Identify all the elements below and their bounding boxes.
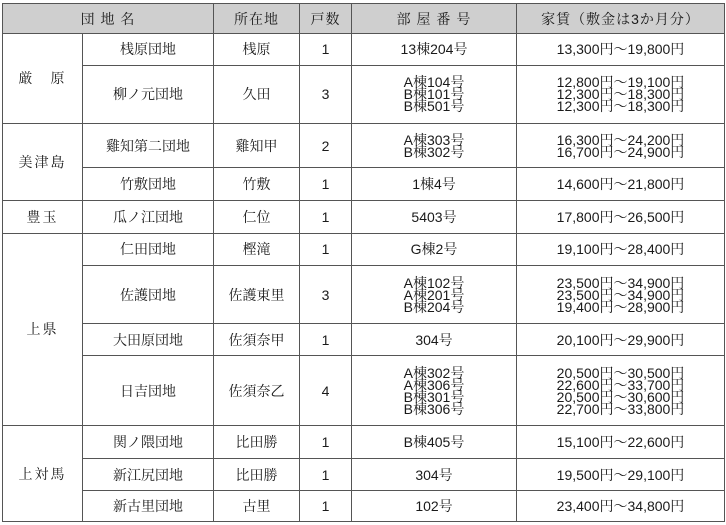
room-number: A棟303号 (403, 131, 465, 148)
region-cell: 上対馬 (3, 426, 83, 522)
rent-range: 20,100円～29,900円 (556, 331, 685, 348)
header-location: 所在地 (214, 4, 300, 34)
rent-range: 12,300円～18,300円 (556, 98, 685, 115)
location-cell: 雞知甲 (214, 123, 300, 168)
table-row (3, 355, 725, 425)
rent-cell (517, 123, 725, 168)
rent-cell (517, 233, 725, 266)
room-number: 304号 (415, 466, 453, 483)
estate-name-cell: 桟原団地 (83, 34, 214, 66)
room-number-cell (352, 266, 517, 324)
units-cell: 1 (300, 458, 352, 491)
header-rent: 家賃（敷金は3か月分） (517, 4, 725, 34)
housing-table (2, 3, 725, 522)
room-number: 13棟204号 (400, 41, 468, 58)
estate-name-cell: 佐護団地 (83, 266, 214, 324)
location-cell: 桟原 (214, 34, 300, 66)
header-row (3, 4, 725, 34)
room-number-cell (352, 426, 517, 459)
rent-range: 23,500円～34,900円 (556, 286, 685, 303)
room-number: A棟104号 (403, 74, 465, 91)
room-number: A棟102号 (403, 274, 465, 291)
estate-name-cell: 雞知第二団地 (83, 123, 214, 168)
room-number: B棟501号 (403, 98, 465, 115)
location-cell: 古里 (214, 491, 300, 522)
room-number-cell (352, 233, 517, 266)
estate-name-cell: 瓜ノ江団地 (83, 201, 214, 234)
rent-range: 20,500円～30,600円 (556, 388, 685, 405)
units-cell: 1 (300, 168, 352, 201)
rent-range: 17,800円～26,500円 (556, 208, 685, 225)
location-cell: 仁位 (214, 201, 300, 234)
room-number: 5403号 (411, 208, 457, 225)
location-cell: 佐須奈甲 (214, 324, 300, 356)
units-cell: 1 (300, 34, 352, 66)
location-cell: 久田 (214, 65, 300, 123)
room-number-cell (352, 201, 517, 234)
room-number: B棟204号 (403, 298, 465, 315)
rent-range: 22,600円～33,700円 (556, 376, 685, 393)
table-row (3, 201, 725, 234)
location-cell: 佐須奈乙 (214, 355, 300, 425)
table-row (3, 458, 725, 491)
room-number: 1棟4号 (412, 176, 456, 193)
estate-name-cell: 柳ノ元団地 (83, 65, 214, 123)
rent-cell (517, 458, 725, 491)
room-number-cell (352, 355, 517, 425)
rent-range: 19,400円～28,900円 (556, 298, 685, 315)
rent-range: 19,500円～29,100円 (556, 466, 685, 483)
room-number: 304号 (415, 331, 453, 348)
estate-name-cell: 日吉団地 (83, 355, 214, 425)
rent-range: 23,500円～34,900円 (556, 274, 685, 291)
room-number: A棟306号 (403, 376, 465, 393)
table-row (3, 34, 725, 66)
table-row (3, 324, 725, 356)
room-number: B棟306号 (403, 400, 465, 417)
units-cell: 4 (300, 355, 352, 425)
header-units: 戸数 (300, 4, 352, 34)
rent-range: 19,100円～28,400円 (556, 241, 685, 258)
rent-cell (517, 34, 725, 66)
rent-range: 20,500円～30,500円 (556, 364, 685, 381)
units-cell: 1 (300, 324, 352, 356)
rent-range: 12,800円～19,100円 (556, 74, 685, 91)
room-number: B棟301号 (403, 388, 465, 405)
header-rooms: 部 屋 番 号 (352, 4, 517, 34)
units-cell: 3 (300, 65, 352, 123)
rent-range: 13,300円～19,800円 (556, 41, 685, 58)
rent-range: 12,300円～18,300円 (556, 86, 685, 103)
estate-name-cell: 大田原団地 (83, 324, 214, 356)
units-cell: 1 (300, 233, 352, 266)
table-row (3, 168, 725, 201)
table-row (3, 233, 725, 266)
estate-name-cell: 新古里団地 (83, 491, 214, 522)
room-number: B棟101号 (403, 86, 465, 103)
room-number-cell (352, 491, 517, 522)
estate-name-cell: 新江尻団地 (83, 458, 214, 491)
rent-range: 16,700円～24,900円 (556, 143, 685, 160)
location-cell: 比田勝 (214, 426, 300, 459)
rent-range: 22,700円～33,800円 (556, 400, 685, 417)
table-row (3, 266, 725, 324)
location-cell: 比田勝 (214, 458, 300, 491)
table-body (3, 34, 725, 522)
rent-cell (517, 65, 725, 123)
region-cell: 美津島 (3, 123, 83, 200)
room-number-cell (352, 65, 517, 123)
estate-name-cell: 関ノ隈団地 (83, 426, 214, 459)
rent-cell (517, 168, 725, 201)
units-cell: 2 (300, 123, 352, 168)
header-estate-name: 団 地 名 (3, 4, 214, 34)
room-number-cell (352, 458, 517, 491)
rent-range: 15,100円～22,600円 (556, 433, 685, 450)
room-number: A棟201号 (403, 286, 465, 303)
rent-cell (517, 491, 725, 522)
rent-cell (517, 426, 725, 459)
rent-cell (517, 355, 725, 425)
rent-range: 16,300円～24,200円 (556, 131, 685, 148)
rent-cell (517, 201, 725, 234)
room-number: A棟302号 (403, 364, 465, 381)
region-cell: 豊玉 (3, 201, 83, 234)
region-cell: 上県 (3, 233, 83, 426)
units-cell: 1 (300, 491, 352, 522)
rent-cell (517, 266, 725, 324)
room-number: B棟405号 (403, 433, 465, 450)
table-row (3, 426, 725, 459)
location-cell: 竹敷 (214, 168, 300, 201)
room-number-cell (352, 168, 517, 201)
rent-range: 14,600円～21,800円 (556, 176, 685, 193)
room-number: 102号 (415, 498, 453, 515)
room-number-cell (352, 324, 517, 356)
units-cell: 1 (300, 426, 352, 459)
estate-name-cell: 仁田団地 (83, 233, 214, 266)
table-row (3, 123, 725, 168)
table-row (3, 65, 725, 123)
room-number-cell (352, 34, 517, 66)
room-number: B棟302号 (403, 143, 465, 160)
location-cell: 佐護東里 (214, 266, 300, 324)
room-number: G棟2号 (410, 241, 458, 258)
estate-name-cell: 竹敷団地 (83, 168, 214, 201)
units-cell: 1 (300, 201, 352, 234)
table-row (3, 491, 725, 522)
units-cell: 3 (300, 266, 352, 324)
rent-cell (517, 324, 725, 356)
rent-range: 23,400円～34,800円 (556, 498, 685, 515)
room-number-cell (352, 123, 517, 168)
region-cell: 厳 原 (3, 34, 83, 124)
location-cell: 樫滝 (214, 233, 300, 266)
